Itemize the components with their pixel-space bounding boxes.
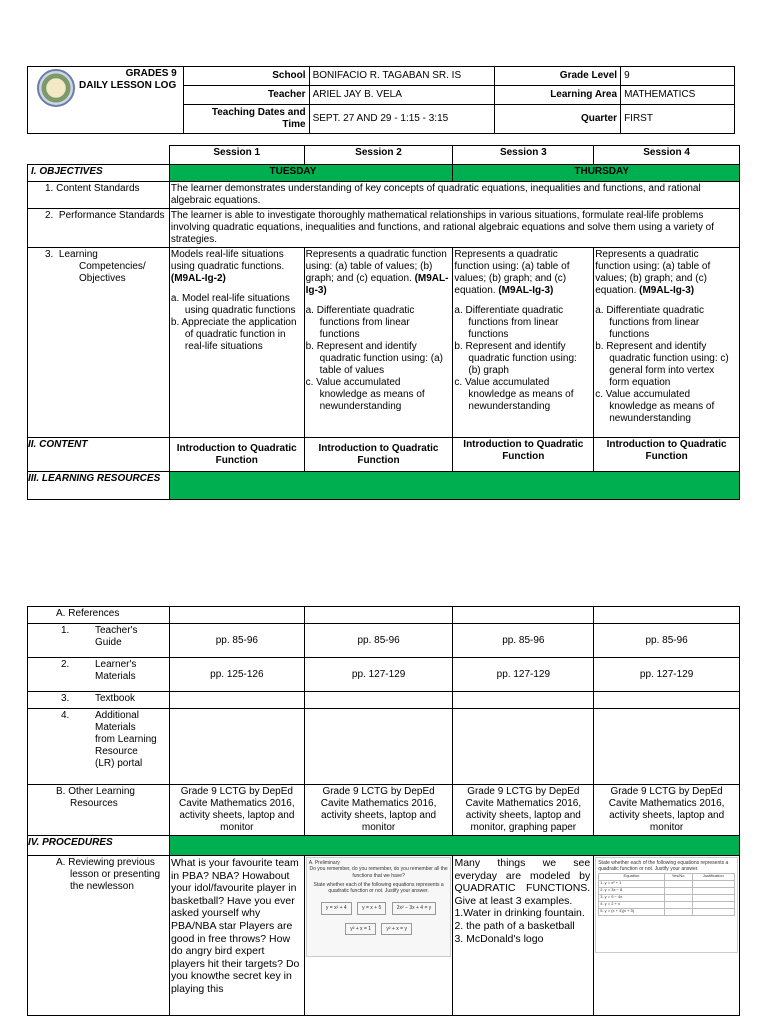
add-num: 4. xyxy=(61,710,70,721)
s2-objective-b: b. Represent and identify quadratic function using: (a) table of values xyxy=(305,341,444,376)
quarter-value: FIRST xyxy=(621,105,735,134)
s4-reviewing-worksheet xyxy=(594,856,740,1016)
teachers-guide-label xyxy=(28,624,170,658)
s3-reviewing-prompt: Many things we see everyday are modeled by QUADRATIC FUNCTIONS. Give at least 3 examples. xyxy=(454,857,591,907)
tg-s4: pp. 85-96 xyxy=(594,624,740,658)
tg-s3: pp. 85-96 xyxy=(453,624,594,658)
s3-objective-a: a. Differentiate quadratic functions from linear functions xyxy=(454,305,564,340)
s2-thumb-eq-3: 2x² − 3x + 4 = y xyxy=(392,902,437,914)
session-2-competencies xyxy=(304,248,453,438)
lm-s3: pp. 127-129 xyxy=(453,658,594,692)
teaching-dates-label: Teaching Dates and Time xyxy=(183,105,309,134)
s2-thumb-eq-1: y = x² + 4 xyxy=(321,902,352,914)
s4-thumb-col-3: Justification xyxy=(692,873,734,880)
textbook-label xyxy=(28,692,170,709)
session-3-competencies xyxy=(453,248,594,438)
learning-resources-heading: III. LEARNING RESOURCES xyxy=(28,472,170,500)
s2-intro: Represents a quadratic function using: (a) table of values; (b) graph; and (c) equation. xyxy=(305,249,447,284)
performance-standards-label xyxy=(28,209,170,248)
session-2-header: Session 2 xyxy=(304,146,453,165)
references-label: A. References xyxy=(28,607,170,624)
s3-content: Introduction to Quadratic Function xyxy=(453,438,594,472)
school-value: BONIFACIO R. TAGABAN SR. IS xyxy=(309,67,495,86)
s3-example-2: 2. the path of a basketball xyxy=(454,919,575,932)
deped-seal-icon xyxy=(37,69,75,107)
s3-objective-b: b. Represent and identify quadratic function using: (b) graph xyxy=(454,341,577,376)
session-3-header: Session 3 xyxy=(453,146,594,165)
s4-thumb-row-3: 3. y = 9 − 4x xyxy=(599,894,664,901)
s4-thumb-row-5: 5. y = (x + 4)(x + 5) xyxy=(599,908,664,915)
lm-num: 2. xyxy=(61,659,70,670)
s2-thumb-line2: State whether each of the following equations represents a quadratic function or not. Justify your answer. xyxy=(313,881,444,894)
additional-materials-label xyxy=(28,709,170,785)
s2-objective-c: c. Value accumulated knowledge as means of newunderstanding xyxy=(305,377,425,412)
other-resources-label xyxy=(28,785,170,836)
s3-example-3: 3. McDonald's logo xyxy=(454,932,544,945)
s3-intro: Represents a quadratic function using: (a) table of values; (b) graph; and (c) equation. xyxy=(454,249,570,296)
lm-text: Learner's Materials xyxy=(95,659,137,682)
performance-standards-num: 2. xyxy=(45,210,54,221)
session-1-header: Session 1 xyxy=(169,146,304,165)
s4-thumb-row-1: 1. y = x² + 1 xyxy=(599,880,664,887)
s2-thumb-eq-4: y² + x = 1 xyxy=(345,923,376,935)
s3-reviewing-text xyxy=(453,856,594,1016)
s1-intro: Models real-life situations using quadratic functions. xyxy=(170,249,285,272)
session-4-header: Session 4 xyxy=(594,146,740,165)
s4-worksheet-image xyxy=(595,857,738,953)
teaching-dates-value: SEPT. 27 AND 29 - 1:15 - 3:15 xyxy=(309,105,495,134)
resources-table xyxy=(27,606,740,1016)
s1-content: Introduction to Quadratic Function xyxy=(169,438,304,472)
learning-area-value: MATHEMATICS xyxy=(621,86,735,105)
s3-code: (M9AL-Ig-3) xyxy=(498,285,554,296)
other-s2: Grade 9 LCTG by DepEd Cavite Mathematics 2016, activity sheets, laptop and monitor xyxy=(304,785,453,836)
lm-s1: pp. 125-126 xyxy=(169,658,304,692)
tg-s2: pp. 85-96 xyxy=(304,624,453,658)
content-standards-num: 1. xyxy=(45,183,54,194)
performance-standards-value: The learner is able to investigate thoroughly mathematical relationships in various situations, formulate real-life problems involving quadratic equations, inequalities and functions, and rational algebraic equations and solve them using a variety of strategies. xyxy=(169,209,739,248)
s2-code: (M9AL-Ig-3) xyxy=(305,273,449,296)
s4-thumb-col-1: Equation xyxy=(599,873,664,880)
competencies-text: Learning Competencies/ Objectives xyxy=(58,249,146,284)
s4-thumb-title: State whether each of the following equations represents a quadratic function or not. Justify your answer. xyxy=(598,860,729,873)
content-standards-label xyxy=(28,182,170,209)
other-resources-text: B. Other Learning Resources xyxy=(56,786,135,809)
content-standards-text: Content Standards xyxy=(56,183,140,194)
s2-worksheet-image xyxy=(306,857,452,957)
s1-objective-a: a. Model real-life situations using quadratic functions xyxy=(170,293,296,316)
s4-thumb-table xyxy=(598,873,735,916)
s4-thumb-row-4: 4. y = 2 + x xyxy=(599,901,664,908)
other-s1: Grade 9 LCTG by DepEd Cavite Mathematics 2016, activity sheets, laptop and monitor xyxy=(169,785,304,836)
lm-s2: pp. 127-129 xyxy=(304,658,453,692)
tg-text: Teacher's Guide xyxy=(95,625,138,648)
content-heading: II. CONTENT xyxy=(28,438,170,472)
school-label: School xyxy=(183,67,309,86)
procedures-bar xyxy=(169,836,739,856)
add-text: Additional Materials from Learning Resource (LR) portal xyxy=(95,710,157,769)
grade-level-value: 9 xyxy=(621,67,735,86)
s1-objective-b: b. Appreciate the application of quadratic function in real-life situations xyxy=(170,317,297,352)
learning-area-label: Learning Area xyxy=(495,86,621,105)
reviewing-lesson-label xyxy=(28,856,170,1016)
learning-resources-bar xyxy=(169,472,739,500)
header-title-cell xyxy=(28,67,184,134)
s2-objective-a: a. Differentiate quadratic functions from linear functions xyxy=(305,305,415,340)
learners-materials-label xyxy=(28,658,170,692)
teacher-value: ARIEL JAY B. VELA xyxy=(309,86,495,105)
s2-content: Introduction to Quadratic Function xyxy=(304,438,453,472)
lm-s4: pp. 127-129 xyxy=(594,658,740,692)
tb-text: Textbook xyxy=(95,693,136,704)
performance-standards-text: Performance Standards xyxy=(58,210,165,221)
grades-title: GRADES 9 xyxy=(125,68,177,79)
s3-objective-c: c. Value accumulated knowledge as means of newunderstanding xyxy=(454,377,574,412)
s1-code: (M9AL-Ig-2) xyxy=(170,273,226,284)
s2-reviewing-worksheet xyxy=(304,856,453,1016)
competencies-label xyxy=(28,248,170,438)
session-1-competencies xyxy=(169,248,304,438)
s2-thumb-title: A. Preliminary xyxy=(308,860,340,866)
objectives-heading: I. OBJECTIVES xyxy=(28,165,170,182)
competencies-num: 3. xyxy=(45,249,54,260)
other-s4: Grade 9 LCTG by DepEd Cavite Mathematics 2016, activity sheets, laptop and monitor xyxy=(594,785,740,836)
tg-num: 1. xyxy=(61,625,70,636)
s4-thumb-col-2: Yes/No xyxy=(664,873,692,880)
session-4-competencies xyxy=(594,248,740,438)
s4-content: Introduction to Quadratic Function xyxy=(594,438,740,472)
header-table xyxy=(27,66,735,134)
other-s3: Grade 9 LCTG by DepEd Cavite Mathematics 2016, activity sheets, laptop and monitor, graphing paper xyxy=(453,785,594,836)
s4-objective-b: b. Represent and identify quadratic function using: c) general form into vertex form equation xyxy=(595,341,729,388)
s2-thumb-eq-5: y² + x = y xyxy=(381,923,412,935)
procedures-heading: IV. PROCEDURES xyxy=(28,836,170,856)
s4-objective-a: a. Differentiate quadratic functions from linear functions xyxy=(595,305,704,340)
s2-thumb-eq-2: y = x + 5 xyxy=(357,902,386,914)
daily-lesson-log-title: DAILY LESSON LOG xyxy=(79,80,177,91)
s3-example-1: 1.Water in drinking fountain. xyxy=(454,907,585,920)
s4-objective-c: c. Value accumulated knowledge as means of newunderstanding xyxy=(595,389,715,424)
tg-s1: pp. 85-96 xyxy=(169,624,304,658)
reviewing-lesson-text: A. Reviewing previous lesson or presenting the newlesson xyxy=(56,857,161,892)
thursday-bar: THURSDAY xyxy=(453,165,740,182)
s4-thumb-row-2: 2. y = 3x − 8 xyxy=(599,887,664,894)
tuesday-bar: TUESDAY xyxy=(169,165,453,182)
teacher-label: Teacher xyxy=(183,86,309,105)
tb-num: 3. xyxy=(61,693,70,704)
s1-reviewing-text: What is your favourite team in PBA? NBA? Howabout your idol/favourite player in basketball? Have you ever asked yourself why PBA/NBA star Players are good in free throws? How do angry bird expert players hit their targets? Do you knowthe secret key in playing this xyxy=(169,856,304,1016)
s4-intro: Represents a quadratic function using: (a) table of values; (b) graph; and (c) equation. xyxy=(595,249,711,296)
grade-level-label: Grade Level xyxy=(495,67,621,86)
s4-code: (M9AL-Ig-3) xyxy=(639,285,695,296)
s2-thumb-line1: Do you remember, do you remember, do you remember all the functions that we have? xyxy=(309,866,448,879)
quarter-label: Quarter xyxy=(495,105,621,134)
objectives-table xyxy=(27,145,740,500)
content-standards-value: The learner demonstrates understanding of key concepts of quadratic equations, inequalities and functions, and rational algebraic equations. xyxy=(169,182,739,209)
